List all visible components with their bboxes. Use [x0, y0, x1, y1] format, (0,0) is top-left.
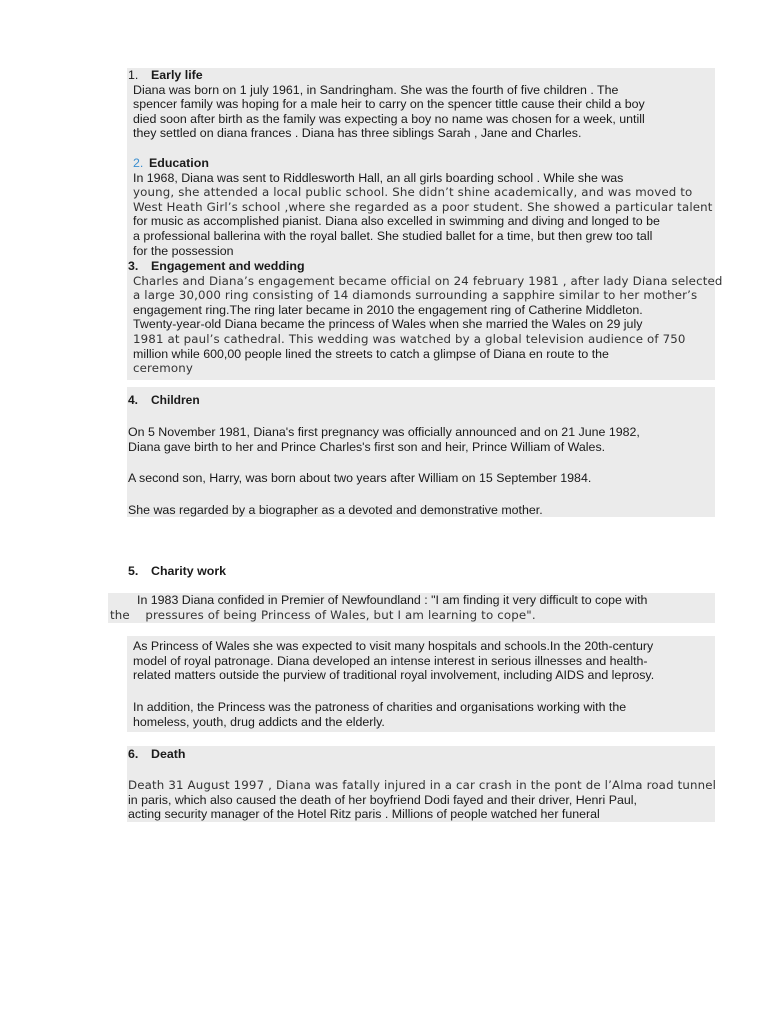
- education-line: for music as accomplished pianist. Diana also excelled in swimming and diving and longed to be: [133, 214, 660, 229]
- children-line: Diana gave birth to her and Prince Charles's first son and heir, Prince William of Wales.: [128, 439, 606, 454]
- early-life-line: died soon after birth as the family was expecting a boy no name was chosen for a week, untill: [133, 111, 645, 126]
- charity-line: As Princess of Wales she was expected to visit many hospitals and schools.In the 20th-century: [133, 639, 654, 653]
- death-title: Death: [151, 747, 186, 761]
- engagement-line: engagement ring.The ring later became in 2010 the engagement ring of Catherine Middleton.: [133, 302, 643, 317]
- section-early-life: [0, 68, 768, 141]
- children-title: Children: [151, 393, 200, 407]
- education-title: Education: [149, 156, 209, 170]
- children-line: She was regarded by a biographer as a devoted and demonstrative mother.: [128, 503, 543, 517]
- section-engagement: [0, 259, 768, 376]
- death-line: Death 31 August 1997 , Diana was fatally injured in a car crash in the pont de l’Alma road tunnel: [128, 778, 717, 792]
- engagement-title: Engagement and wedding: [151, 259, 305, 273]
- education-heading: [0, 156, 768, 171]
- education-body: [0, 171, 768, 259]
- early-life-line: they settled on diana frances . Diana has three siblings Sarah , Jane and Charles.: [133, 126, 582, 141]
- charity-line: related matters outside the purview of traditional royal involvement, including AIDS and leprosy.: [133, 668, 655, 683]
- charity-quote-line: In 1983 Diana confided in Premier of Newfoundland : "I am finding it very difficult to cope with: [137, 593, 648, 607]
- engagement-line: Charles and Diana’s engagement became official on 24 february 1981 , after lady Diana selected: [133, 273, 723, 288]
- charity-quote: [0, 593, 768, 622]
- charity-quote-line: the pressures of being Princess of Wales, but I am learning to cope".: [110, 607, 536, 622]
- education-line: for the possession: [133, 243, 234, 258]
- charity-heading: [0, 564, 768, 579]
- children-paragraph-3: [0, 503, 768, 518]
- early-life-line: Diana was born on 1 july 1961, in Sandringham. She was the fourth of five children . The: [133, 82, 619, 97]
- early-life-number: 1.: [128, 68, 139, 82]
- charity-paragraph-1: [0, 639, 768, 683]
- death-line: acting security manager of the Hotel Ritz paris . Millions of people watched her funeral: [128, 807, 600, 822]
- charity-line: In addition, the Princess was the patroness of charities and organisations working with the: [133, 700, 627, 714]
- section-children: [0, 393, 768, 408]
- education-number: 2.: [133, 156, 144, 170]
- engagement-body: [0, 274, 768, 376]
- children-line: On 5 November 1981, Diana's first pregnancy was officially announced and on 21 June 1982,: [128, 425, 640, 439]
- charity-number: 5.: [128, 564, 139, 578]
- engagement-line: 1981 at paul’s cathedral. This wedding was watched by a global television audience of 750: [133, 331, 686, 346]
- children-number: 4.: [128, 393, 139, 407]
- death-heading: [0, 747, 768, 762]
- charity-line: homeless, youth, drug addicts and the elderly.: [133, 714, 385, 729]
- section-charity: [0, 564, 768, 579]
- early-life-title: Early life: [151, 68, 203, 82]
- children-line: A second son, Harry, was born about two years after William on 15 September 1984.: [128, 471, 592, 485]
- death-number: 6.: [128, 747, 139, 761]
- engagement-line: Twenty-year-old Diana became the princess of Wales when she married the Wales on 29 july: [133, 317, 643, 332]
- education-line: West Heath Girl’s school ,where she regarded as a poor student. She showed a particular talent: [133, 199, 713, 214]
- engagement-heading: [0, 259, 768, 274]
- education-line: In 1968, Diana was sent to Riddlesworth Hall, an all girls boarding school . While she was: [133, 170, 624, 185]
- engagement-line: million while 600,00 people lined the streets to catch a glimpse of Diana en route to the: [133, 346, 609, 361]
- section-education: [0, 156, 768, 258]
- children-paragraph-2: [0, 471, 768, 486]
- early-life-heading: [0, 68, 768, 83]
- death-body: [0, 778, 768, 822]
- early-life-body: [0, 83, 768, 141]
- death-line: in paris, which also caused the death of her boyfriend Dodi fayed and their driver, Henri Paul,: [128, 792, 637, 807]
- engagement-line: ceremony: [133, 361, 193, 376]
- charity-title: Charity work: [151, 564, 227, 578]
- charity-line: model of royal patronage. Diana developed an intense interest in serious illnesses and health-: [133, 653, 648, 668]
- education-line: a professional ballerina with the royal ballet. She studied ballet for a time, but then grew too tall: [133, 228, 653, 243]
- charity-paragraph-2: [0, 700, 768, 729]
- engagement-number: 3.: [128, 259, 139, 273]
- education-line: young, she attended a local public school. She didn’t shine academically, and was moved to: [133, 185, 693, 200]
- section-death: [0, 747, 768, 762]
- early-life-line: spencer family was hoping for a male heir to carry on the spencer tittle cause their child a boy: [133, 97, 645, 112]
- children-paragraph-1: [0, 425, 768, 454]
- engagement-line: a large 30,000 ring consisting of 14 diamonds surrounding a sapphire similar to her mother’s: [133, 288, 698, 303]
- children-heading: [0, 393, 768, 408]
